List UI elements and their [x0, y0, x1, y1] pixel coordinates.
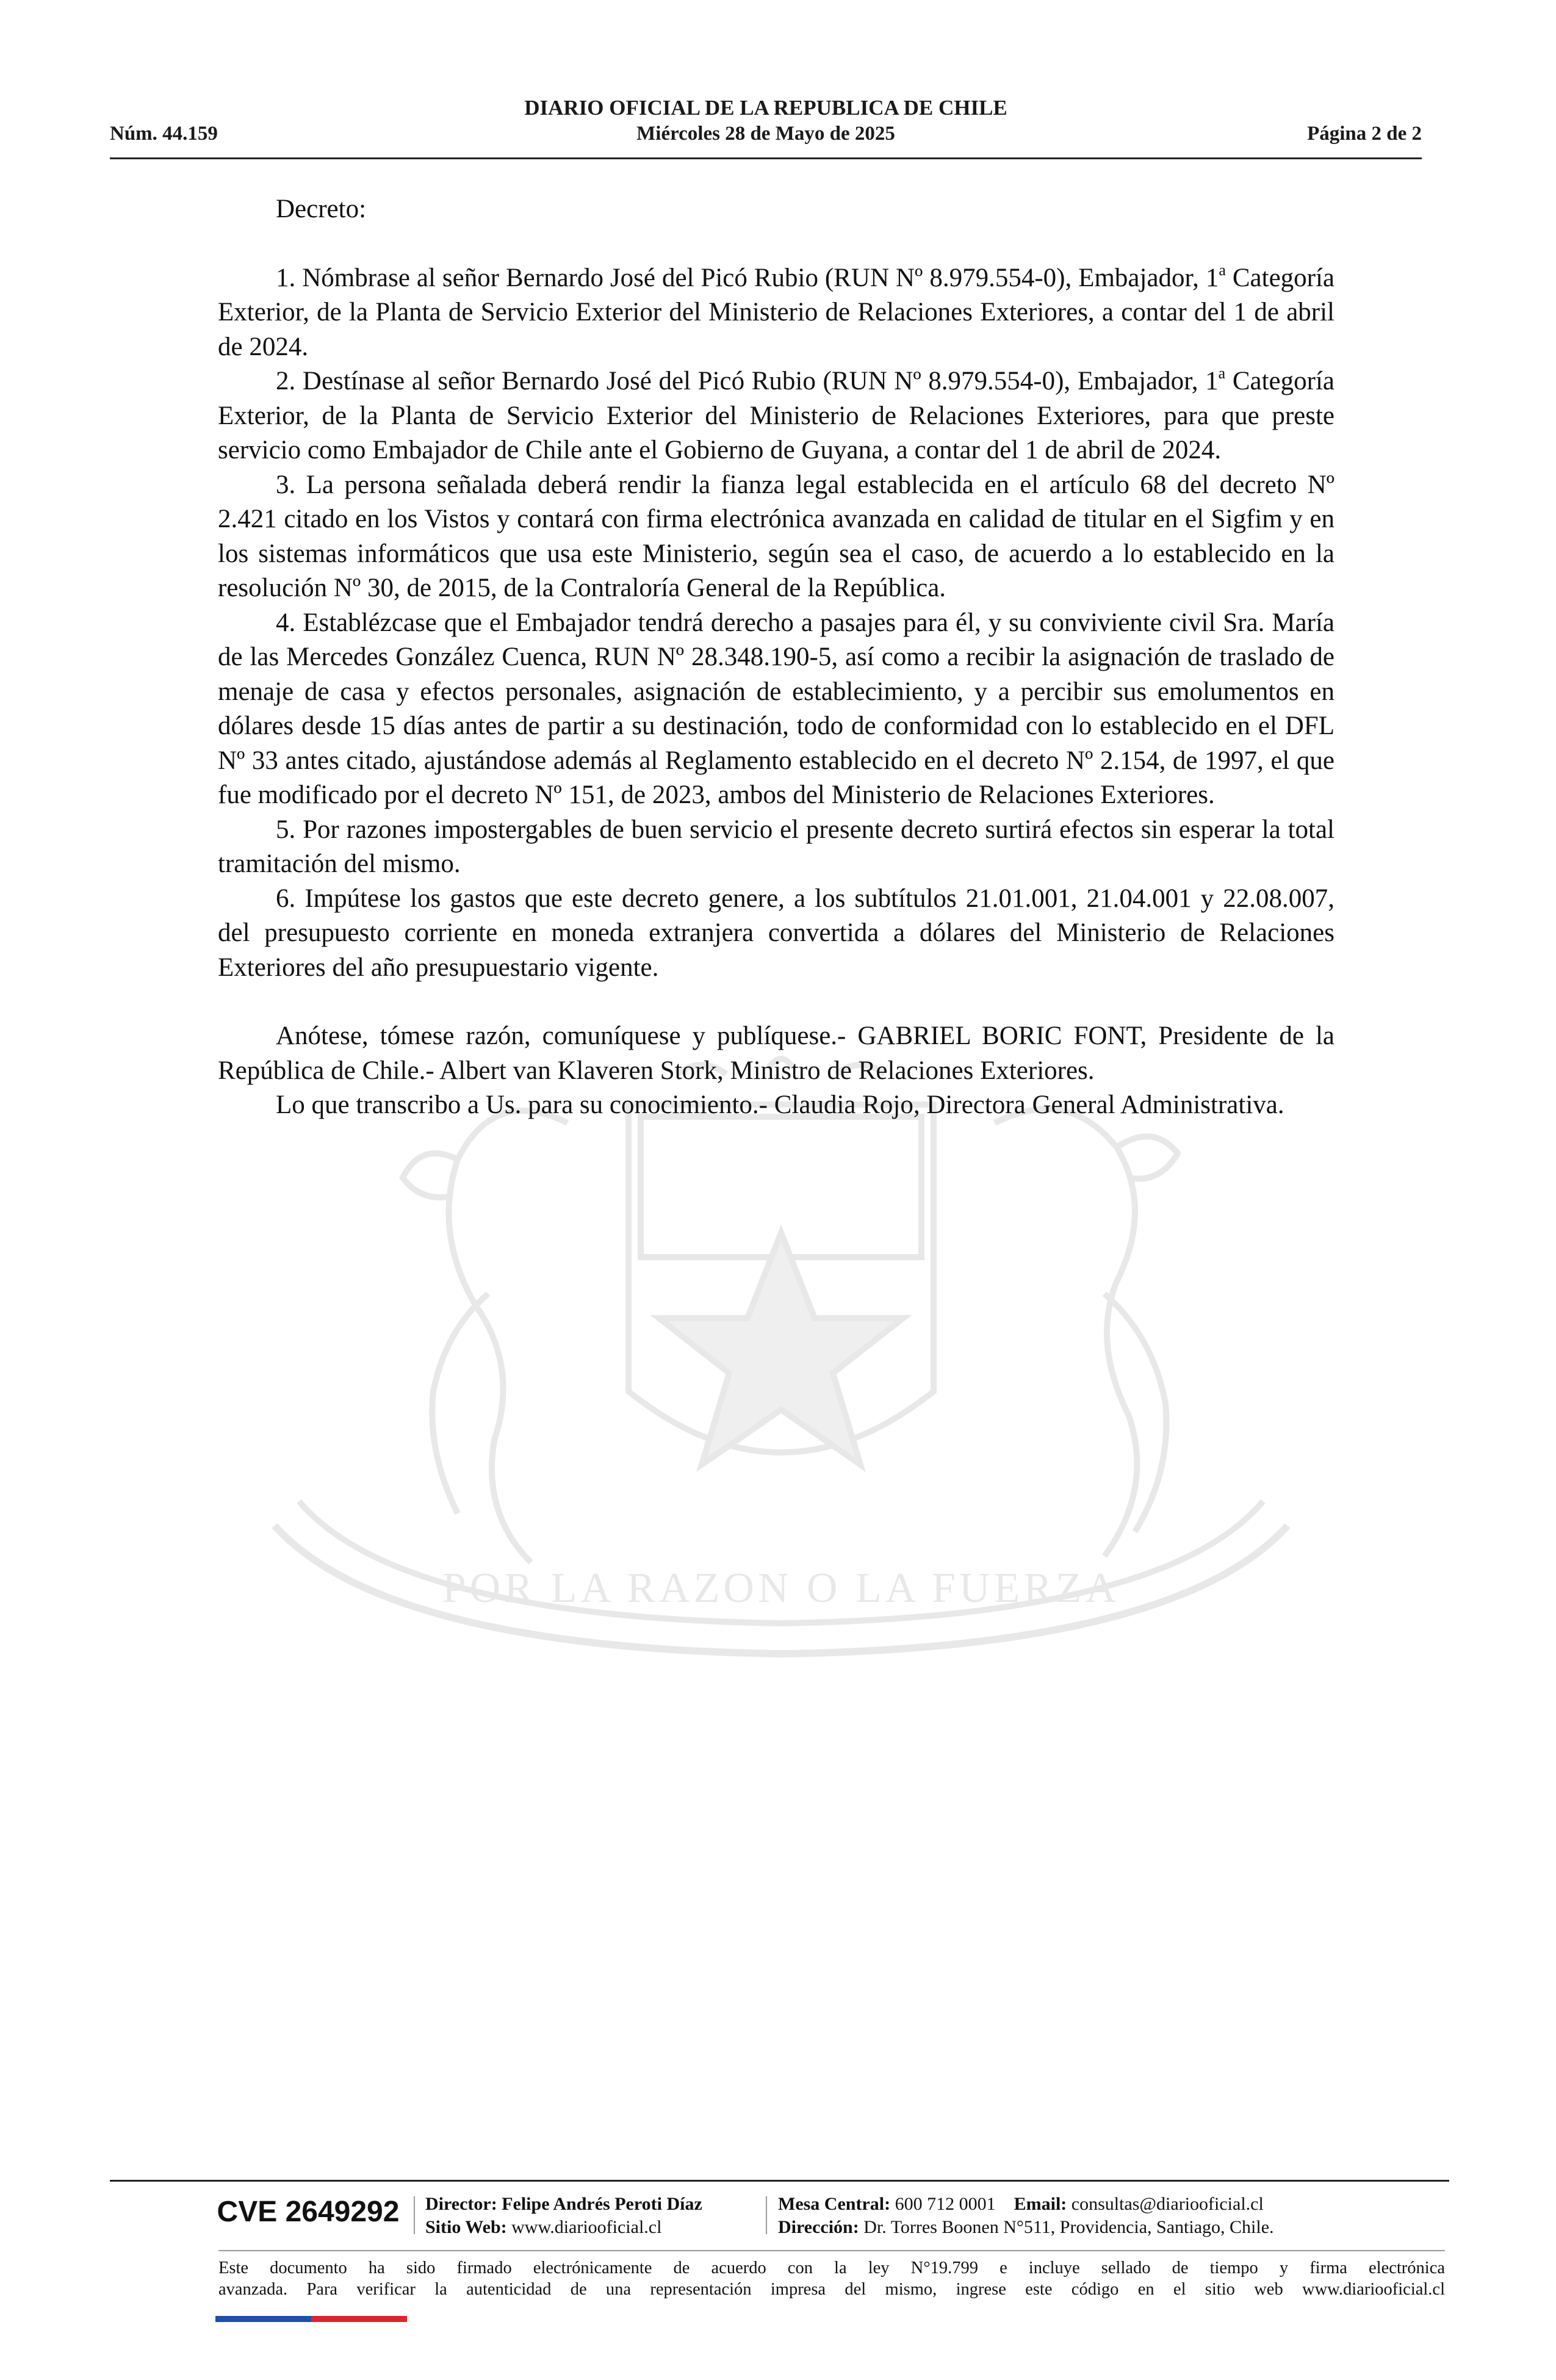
article-6: 6. Impútese los gastos que este decreto genere, a los subtítulos 21.01.001, 21.04.001 y 22.08.007, del presupuesto corriente en moneda extranjera convertida a dólares del Ministerio de Relaciones Exteriores del año presupuestario vigente.	[218, 884, 1334, 982]
decreto-label: Decreto:	[276, 195, 367, 223]
footer-separator	[218, 2250, 1445, 2251]
phone-number: 600 712 0001	[895, 2194, 996, 2214]
address: Dr. Torres Boonen N°511, Providencia, Santiago, Chile.	[863, 2217, 1274, 2237]
email-link[interactable]: consultas@diariooficial.cl	[1071, 2194, 1264, 2214]
flag-blue-segment	[215, 2316, 311, 2322]
transcription-paragraph: Lo que transcribo a Us. para su conocimiento.- Claudia Rojo, Directora General Administrativa.	[276, 1091, 1284, 1119]
article-4: 4. Establézcase que el Embajador tendrá derecho a pasajes para él, y su conviviente civil Sra. María de las Mercedes González Cuenca, RUN Nº 28.348.190-5, así como a recibir la asignación de traslado de menaje de casa y efectos personales, asignación de establecimiento, y a percibir sus emolumentos en dólares desde 15 días antes de partir a su destinación, todo de conformidad con lo establecido en el DFL Nº 33 antes citado, ajustándose además al Reglamento establecido en el decreto Nº 2.154, de 1997, el que fue modificado por el decreto Nº 151, de 2023, ambos del Ministerio de Relaciones Exteriores.	[218, 608, 1334, 809]
article-5: 5. Por razones impostergables de buen servicio el presente decreto surtirá efectos sin esperar la total tramitación del mismo.	[218, 815, 1334, 878]
footer-divider	[414, 2196, 415, 2234]
page-indicator: Página 2 de 2	[1307, 123, 1422, 145]
article-2: 2. Destínase al señor Bernardo José del Picó Rubio (RUN Nº 8.979.554-0), Embajador, 1$^a$ Categoría Exterior, de la Planta de Servicio Exterior del Ministerio de Relaciones Exteriores, para que preste servicio como Embajador de Chile ante el Gobierno de Guyana, a contar del 1 de abril de 2024.	[218, 364, 1334, 464]
article-1: 1. Nómbrase al señor Bernardo José del Picó Rubio (RUN Nº 8.979.554-0), Embajador, 1$^a$ Categoría Exterior, de la Planta de Servicio Exterior del Ministerio de Relaciones Exteriores, a contar del 1 de abril de 2024.	[218, 261, 1335, 361]
flag-red-segment	[311, 2316, 407, 2322]
issue-number: Núm. 44.159	[110, 123, 218, 145]
footer-contact-block: Mesa Central: 600 712 0001 Email: consultas@diariooficial.cl Dirección: Dr. Torres Boonen N°511, Providencia, Santiago, Chile.	[778, 2194, 1274, 2237]
coat-of-arms-watermark	[201, 1050, 1361, 1697]
closing-paragraph: Anótese, tómese razón, comuníquese y publíquese.- GABRIEL BORIC FONT, Presidente de la República de Chile.- Albert van Klaveren Stork, Ministro de Relaciones Exteriores.	[218, 1022, 1334, 1085]
director-name: Felipe Andrés Peroti Díaz	[502, 2194, 702, 2214]
watermark-motto: POR LA RAZON O LA FUERZA	[442, 1565, 1120, 1612]
footer-divider	[766, 2196, 767, 2234]
legal-notice: Este documento ha sido firmado electrónicamente de acuerdo con la ley N°19.799 e incluye sellado de tiempo y firma electrónica avanzada. Para verificar la autenticidad de una representación impresa del mismo, ingrese este código en el sitio web www.diariooficial.cl	[218, 2259, 1445, 2299]
website-link[interactable]: www.diariooficial.cl	[511, 2217, 662, 2237]
page-header	[110, 93, 1422, 159]
issue-date: Miércoles 28 de Mayo de 2025	[636, 123, 895, 145]
page-footer	[110, 2180, 1449, 2322]
footer-director-block: Director: Felipe Andrés Peroti Díaz Sitio Web: www.diariooficial.cl	[425, 2194, 702, 2237]
article-3: 3. La persona señalada deberá rendir la fianza legal establecida en el artículo 68 del decreto Nº 2.421 citado en los Vistos y contará con firma electrónica avanzada en calidad de titular en el Sigfim y en los sistemas informáticos que usa este Ministerio, según sea el caso, de acuerdo a lo establecido en la resolución Nº 30, de 2015, de la Contraloría General de la República.	[218, 470, 1334, 602]
cve-code: CVE 2649292	[217, 2196, 400, 2228]
gazette-title: DIARIO OFICIAL DE LA REPUBLICA DE CHILE	[524, 96, 1007, 120]
decree-body	[218, 192, 1334, 1123]
flag-stripe	[215, 2316, 407, 2322]
